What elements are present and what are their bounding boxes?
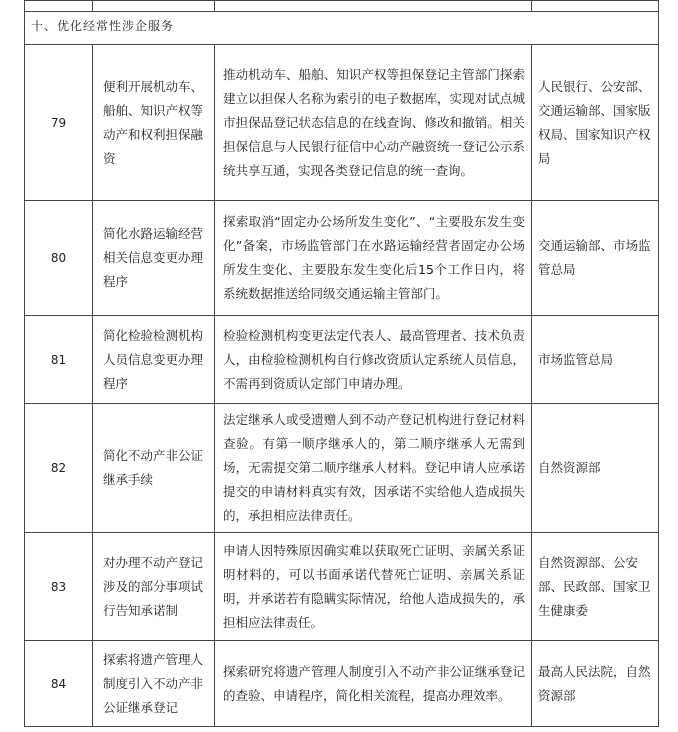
responsible-departments: 最高人民法院，自然资源部	[532, 641, 659, 727]
responsible-departments: 自然资源部	[532, 404, 659, 533]
reform-content: 推动机动车、船舶、知识产权等担保登记主管部门探索建立以担保人名称为索引的电子数据库，实现对试点城市担保品登记状态信息的在线查询、修改和撤销。相关担保信息与人民银行征信中心动产融资统一登记公示系统共享互通，实现各类登记信息的统一查询。	[215, 45, 532, 201]
table-row	[25, 45, 659, 201]
table-row	[25, 404, 659, 533]
reform-content: 检验检测机构变更法定代表人、最高管理者、技术负责人，由检验检测机构自行修改资质认定系统人员信息，不需再到资质认定部门申请办理。	[215, 316, 532, 404]
responsible-departments: 市场监管总局	[532, 316, 659, 404]
policy-table	[24, 0, 659, 727]
table-cell	[93, 1, 215, 12]
table-row	[25, 201, 659, 316]
row-number: 84	[25, 641, 93, 727]
reform-content: 探索研究将遗产管理人制度引入不动产非公证继承登记的查验、申请程序，简化相关流程，提高办理效率。	[215, 641, 532, 727]
responsible-departments: 自然资源部、公安部、民政部、国家卫生健康委	[532, 533, 659, 641]
reform-item: 探索将遗产管理人制度引入不动产非公证继承登记	[93, 641, 215, 727]
reform-content: 探索取消“固定办公场所发生变化”、“主要股东发生变化”备案，市场监管部门在水路运输经营者固定办公场所发生变化、主要股东发生变化后15个工作日内，将系统数据推送给同级交通运输主管部门。	[215, 201, 532, 316]
row-number: 79	[25, 45, 93, 201]
row-number: 80	[25, 201, 93, 316]
table-top-row	[25, 1, 659, 12]
reform-item: 便利开展机动车、船舶、知识产权等动产和权利担保融资	[93, 45, 215, 201]
reform-item: 简化水路运输经营相关信息变更办理程序	[93, 201, 215, 316]
reform-content: 法定继承人或受遗赠人到不动产登记机构进行登记材料查验。有第一顺序继承人的，第二顺序继承人无需到场，无需提交第二顺序继承人材料。登记申请人应承诺提交的申请材料真实有效，因承诺不实给他人造成损失的，承担相应法律责任。	[215, 404, 532, 533]
table-row	[25, 641, 659, 727]
reform-item: 简化检验检测机构人员信息变更办理程序	[93, 316, 215, 404]
row-number: 82	[25, 404, 93, 533]
section-title: 十、优化经常性涉企服务	[25, 12, 659, 45]
responsible-departments: 交通运输部、市场监管总局	[532, 201, 659, 316]
reform-item: 对办理不动产登记涉及的部分事项试行告知承诺制	[93, 533, 215, 641]
table-cell	[215, 1, 532, 12]
document-page	[24, 0, 658, 727]
responsible-departments: 人民银行、公安部、交通运输部、国家版权局、国家知识产权局	[532, 45, 659, 201]
table-cell	[532, 1, 659, 12]
row-number: 81	[25, 316, 93, 404]
reform-content: 申请人因特殊原因确实难以获取死亡证明、亲属关系证明材料的，可以书面承诺代替死亡证明、亲属关系证明，并承诺若有隐瞒实际情况，给他人造成损失的，承担相应法律责任。	[215, 533, 532, 641]
table-cell	[25, 1, 93, 12]
table-row	[25, 533, 659, 641]
table-row	[25, 316, 659, 404]
section-header-row	[25, 12, 659, 45]
reform-item: 简化不动产非公证继承手续	[93, 404, 215, 533]
row-number: 83	[25, 533, 93, 641]
